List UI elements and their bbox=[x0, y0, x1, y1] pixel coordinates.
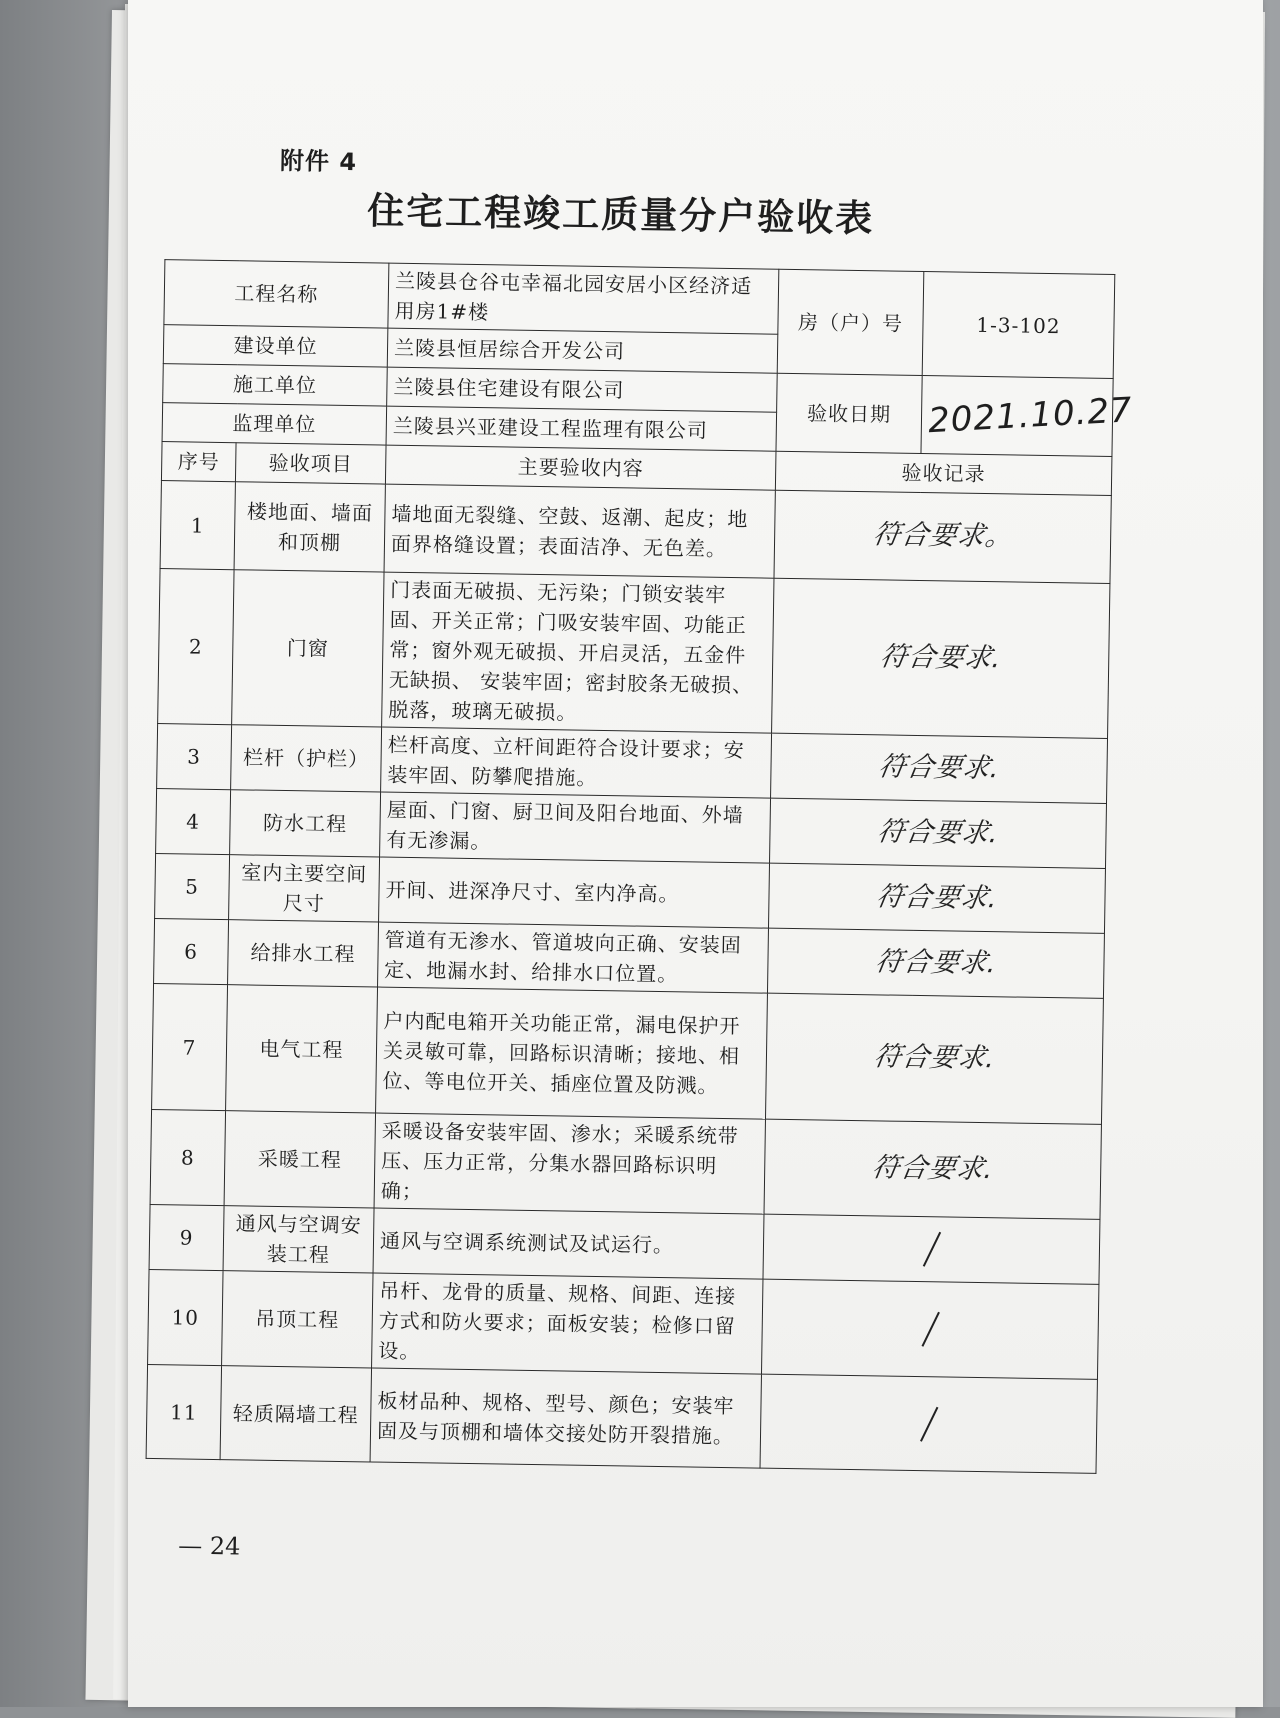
handwritten-record: 符合要求. bbox=[875, 751, 1003, 784]
not-applicable-slash-mark bbox=[921, 1312, 939, 1347]
supervisor-value: 兰陵县兴亚建设工程监理有限公司 bbox=[386, 406, 777, 451]
row-record bbox=[770, 798, 1107, 868]
table-row bbox=[146, 1364, 1097, 1473]
item-rows bbox=[146, 481, 1111, 1474]
handwritten-record: 符合要求. bbox=[869, 1152, 997, 1185]
page-content bbox=[114, 0, 1276, 1715]
row-item: 轻质隔墙工程 bbox=[220, 1366, 371, 1462]
handwritten-record: 符合要求. bbox=[877, 641, 1005, 674]
row-content: 通风与空调系统测试及试运行。 bbox=[373, 1208, 764, 1279]
row-record bbox=[761, 1279, 1098, 1379]
row-content: 板材品种、规格、型号、颜色；安装牢固及与顶棚和墙体交接处防开裂措施。 bbox=[370, 1368, 761, 1468]
row-seq: 11 bbox=[146, 1364, 221, 1459]
row-seq: 6 bbox=[154, 919, 229, 985]
row-item: 楼地面、墙面和顶棚 bbox=[234, 482, 385, 572]
row-record bbox=[768, 863, 1105, 933]
handwritten-record: 符合要求. bbox=[872, 946, 1000, 979]
row-content: 门表面无破损、无污染；门锁安装牢固、开关正常；门吸安装牢固、功能正常；窗外观无破损、开启灵活，五金件无缺损、 安装牢固；密封胶条无破损、脱落，玻璃无破损。 bbox=[382, 572, 774, 733]
table-row bbox=[148, 1269, 1099, 1379]
accept-date-label: 验收日期 bbox=[776, 373, 922, 453]
row-seq: 8 bbox=[150, 1109, 225, 1205]
row-item: 给排水工程 bbox=[228, 920, 379, 987]
table-row bbox=[152, 983, 1104, 1124]
header-record: 验收记录 bbox=[775, 451, 1112, 495]
row-item: 室内主要空间尺寸 bbox=[229, 855, 380, 922]
header-item: 验收项目 bbox=[235, 443, 386, 484]
row-item: 通风与空调安装工程 bbox=[223, 1206, 374, 1273]
table-row bbox=[150, 1109, 1101, 1219]
not-applicable-slash-mark bbox=[920, 1406, 938, 1441]
form-title: 住宅工程竣工质量分户验收表 bbox=[366, 189, 875, 241]
row-content: 管道有无渗水、管道坡向正确、安装固定、地漏水封、给排水口位置。 bbox=[378, 922, 769, 993]
row-seq: 5 bbox=[155, 854, 230, 920]
handwritten-record: 符合要求。 bbox=[870, 519, 1016, 553]
row-record bbox=[767, 928, 1104, 998]
row-record bbox=[765, 993, 1103, 1124]
row-content: 采暖设备安装牢固、渗水；采暖系统带压、压力正常，分集水器回路标识明确； bbox=[374, 1113, 765, 1214]
document-page bbox=[128, 0, 1263, 1707]
room-no-label: 房（户）号 bbox=[777, 269, 924, 375]
handwritten-record: 符合要求. bbox=[871, 1041, 998, 1075]
row-item: 电气工程 bbox=[226, 985, 378, 1113]
row-seq: 10 bbox=[148, 1269, 223, 1365]
accept-date-cell bbox=[921, 375, 1134, 456]
row-content: 墙地面无裂缝、空鼓、返潮、起皮；地面界格缝设置；表面洁净、无色差。 bbox=[384, 484, 775, 578]
row-seq: 9 bbox=[149, 1204, 224, 1270]
project-name-value: 兰陵县仓谷屯幸福北园安居小区经济适用房1#楼 bbox=[388, 263, 779, 334]
row-content: 栏杆高度、立杆间距符合设计要求；安装牢固、防攀爬措施。 bbox=[381, 727, 772, 798]
row-content: 户内配电箱开关功能正常，漏电保护开关灵敏可靠，回路标识清晰；接地、相位、等电位开关、插座位置及防溅。 bbox=[376, 987, 768, 1119]
room-no-value: 1-3-102 bbox=[922, 272, 1115, 379]
row-seq: 1 bbox=[160, 481, 235, 570]
row-item: 栏杆（护栏） bbox=[231, 725, 382, 792]
row-record bbox=[763, 1214, 1100, 1284]
header-content: 主要验收内容 bbox=[385, 445, 776, 490]
row-seq: 2 bbox=[158, 569, 234, 725]
attachment-label: 附件 4 bbox=[279, 146, 358, 177]
row-content: 屋面、门窗、厨卫间及阳台地面、外墙有无渗漏。 bbox=[380, 792, 771, 863]
row-record bbox=[774, 490, 1111, 583]
handwritten-record: 符合要求. bbox=[873, 881, 1001, 914]
project-name-label: 工程名称 bbox=[164, 260, 389, 329]
builder-label: 建设单位 bbox=[163, 325, 388, 368]
supervisor-label: 监理单位 bbox=[162, 403, 387, 446]
row-record bbox=[764, 1119, 1101, 1219]
row-seq: 7 bbox=[152, 983, 228, 1110]
row-item: 吊顶工程 bbox=[222, 1271, 373, 1368]
row-record bbox=[772, 578, 1110, 738]
row-content: 吊杆、龙骨的质量、规格、间距、连接方式和防火要求；面板安装；检修口留设。 bbox=[372, 1273, 763, 1374]
accept-date-handwritten: 2021.10.27 bbox=[927, 390, 1134, 442]
builder-value: 兰陵县恒居综合开发公司 bbox=[387, 328, 778, 373]
row-record bbox=[771, 733, 1108, 803]
row-content: 开间、进深净尺寸、室内净高。 bbox=[379, 857, 770, 928]
table-row bbox=[160, 481, 1111, 584]
acceptance-form-table bbox=[146, 259, 1134, 1474]
not-applicable-slash-mark bbox=[922, 1232, 940, 1267]
header-seq: 序号 bbox=[161, 442, 236, 482]
table-row bbox=[158, 569, 1110, 739]
contractor-value: 兰陵县住宅建设有限公司 bbox=[387, 367, 778, 412]
contractor-label: 施工单位 bbox=[163, 364, 388, 407]
row-item: 防水工程 bbox=[230, 790, 381, 857]
row-record bbox=[760, 1374, 1097, 1473]
row-seq: 4 bbox=[156, 789, 231, 855]
handwritten-record: 符合要求. bbox=[874, 816, 1002, 849]
row-item: 采暖工程 bbox=[224, 1111, 375, 1208]
page-number: — 24 bbox=[178, 1531, 241, 1561]
row-seq: 3 bbox=[157, 724, 232, 790]
row-item: 门窗 bbox=[232, 570, 384, 727]
